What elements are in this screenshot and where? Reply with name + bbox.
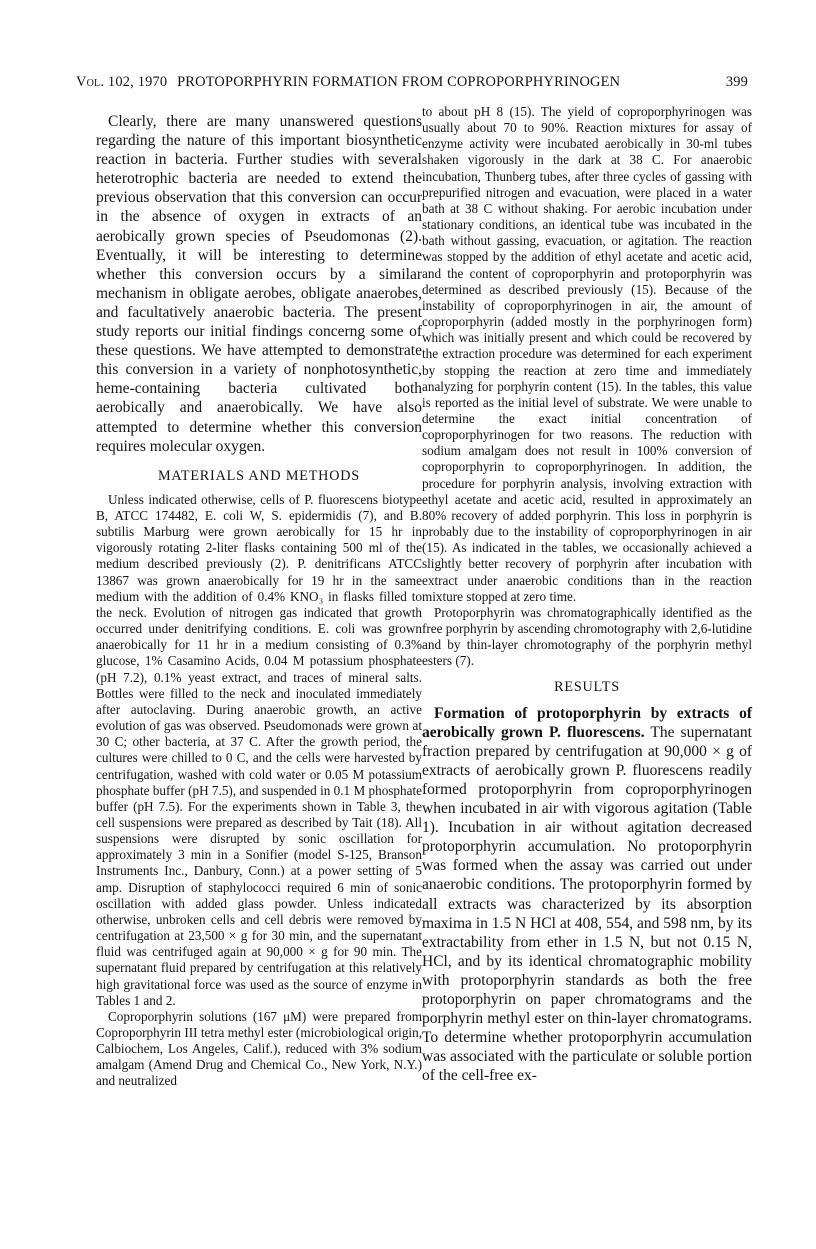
results-paragraph-1 <box>422 704 752 1086</box>
results-run-in-heading: Formation of protoporphyrin by extracts of aerobically grown P. fluorescens. <box>422 704 752 741</box>
materials-and-methods-heading: MATERIALS AND METHODS <box>157 467 361 484</box>
results-heading: RESULTS <box>554 679 620 696</box>
running-title: PROTOPORPHYRIN FORMATION FROM COPROPORPHYRINOGEN <box>177 74 621 90</box>
volume-year: Vol. 102, 1970 <box>76 74 168 90</box>
page-number: 399 <box>725 74 748 90</box>
intro-paragraph: Clearly, there are many unanswered questions regarding the nature of this important biosynthetic reaction in bacteria. Further studies with several heterotrophic bacteria are needed to extend the previous observation that this conversion can occur in the absence of oxygen in extracts of an aerobically grown species of Pseudomonas (2). Eventually, it will be interesting to determine whether this conversion occurs by a similar mechanism in obligate aerobes, obligate anaerobes, and facultatively anaerobic bacteria. The present study reports our initial findings concerng some of these questions. We have attempted to demonstrate this conversion in a variety of nonphotosynthetic, heme-containing bacteria cultivated both aerobically and anaerobically. We have also attempted to determine whether this conversion requires molecular oxygen. <box>96 113 422 455</box>
methods-paragraph-2: Coproporphyrin solutions (167 μM) were prepared from Coproporphyrin III tetra methyl ester (microbiological origin, Calbiochem, Los Angeles, Calif.), reduced with 3% sodium amalgam (Amend Drug and Chemical Co., New York, N.Y.) and neutralized <box>96 1008 422 1089</box>
running-head <box>76 74 748 91</box>
left-column <box>96 104 422 1090</box>
methods-paragraph-2-continued: to about pH 8 (15). The yield of coproporphyrinogen was usually about 70 to 90%. Reaction mixtures for assay of enzyme activity were incubated aerobically in 30-ml tubes shaken vigorously in the dark at 38 C. For anaerobic incubation, Thunberg tubes, after three cycles of gassing with prepurified nitrogen and evacuation, were placed in a water bath at 38 C without shaking. For aerobic incubation under stationary conditions, an identical tube was incubated in the bath without gassing, evacuation, or agitation. The reaction was stopped by the addition of ethyl acetate and acetic acid, and the content of coproporphyrin and protoporphyrin was determined as described previously (15). Because of the instability of coproporphyrinogen in air, the amount of coproporphyrin (added mostly in the porphyrinogen form) which was initially present and which could be recovered by the extraction procedure was determined for each experiment by stopping the reaction at zero time and immediately analyzing for porphyrin content (15). In the tables, this value is reported as the initial level of substrate. We were unable to determine the exact initial concentration of coproporphyrinogen for two reasons. The reduction with sodium amalgam does not result in 100% conversion of coproporphyrin to coproporphyrinogen. In addition, the procedure for porphyrin analysis, involving extraction with ethyl acetate and acetic acid, resulted in approximately an 80% recovery of added porphyrin. This loss in porphyrin is probably due to the instability of coproporphyrinogen in air (15). As indicated in the tables, we occasionally achieved a slightly better recovery of porphyrin after incubation with extract under anaerobic conditions than in the reaction mixture stopped at zero time. <box>422 104 752 604</box>
methods-paragraph-1: Unless indicated otherwise, cells of P. fluorescens biotype B, ATCC 174482, E. coli W, S. epidermidis (7), and B. subtilis Marburg were grown aerobically for 15 hr in vigorously rotating 2-liter flasks containing 500 ml of the medium described previously (2). P. denitrificans ATCC 13867 was grown anaerobically for 19 hr in the same medium with the addition of 0.4% KNO₃ in flasks filled to the neck. Evolution of nitrogen gas indicated that growth occurred under denitrifying conditions. E. coli was grown anaerobically for 11 hr in a medium consisting of 0.3% glucose, 1% Casamino Acids, 0.04 M potassium phosphate (pH 7.2), 0.1% yeast extract, and traces of mineral salts. Bottles were filled to the neck and inoculated immediately after autoclaving. During anaerobic growth, an active evolution of gas was observed. Pseudomonads were grown at 30 C; other bacteria, at 37 C. After the growth period, the cultures were chilled to 0 C, and the cells were harvested by centrifugation, washed with cold water or 0.05 M potassium phosphate buffer (pH 7.5), and suspended in 0.1 M phosphate buffer (pH 7.5). For the experiments shown in Table 3, the cell suspensions were prepared as described by Tait (18). All suspensions were disrupted by sonic oscillation for approximately 3 min in a Sonifier (model S-125, Branson Instruments Inc., Danbury, Conn.) at a power setting of 5 amp. Disruption of staphylococci required 6 min of sonic oscillation with added glass powder. Unless indicated otherwise, unbroken cells and cell debris were removed by centrifugation at 23,500 × g for 30 min, and the supernatant fluid was centrifuged again at 90,000 × g for 90 min. The supernatant fluid prepared by centrifugation at this relatively high gravitational force was used as the source of enzyme in Tables 1 and 2. <box>96 491 422 1008</box>
methods-paragraph-3: Protoporphyrin was chromatographically identified as the free porphyrin by ascending chromotography with 2,6-lutidine and by thin-layer chromotography of the porphyrin methyl esters (7). <box>422 604 752 669</box>
results-paragraph-text: The supernatant fraction prepared by centrifugation at 90,000 × g of extracts of aerobically grown P. fluorescens readily formed protoporphyrin from coproporphyrinogen when incubated in air with vigorous agitation (Table 1). Incubation in air without agitation decreased protoporphyrin accumulation. No protoporphyrin was formed when the assay was carried out under anaerobic conditions. The protoporphyrin formed by all extracts was characterized by its absorption maxima in 1.5 N HCl at 408, 554, and 598 nm, by its extractability from ether in 1.5 N, but not 0.15 N, HCl, and by its identical chromatographic mobility with protoporphyrin standards as both the free protoporphyrin on paper chromatograms and the porphyrin methyl ester on thin-layer chromatograms. To determine whether protoporphyrin accumulation was associated with the particulate or soluble portion of the cell-free ex- <box>422 723 752 1085</box>
right-column <box>422 104 752 1086</box>
